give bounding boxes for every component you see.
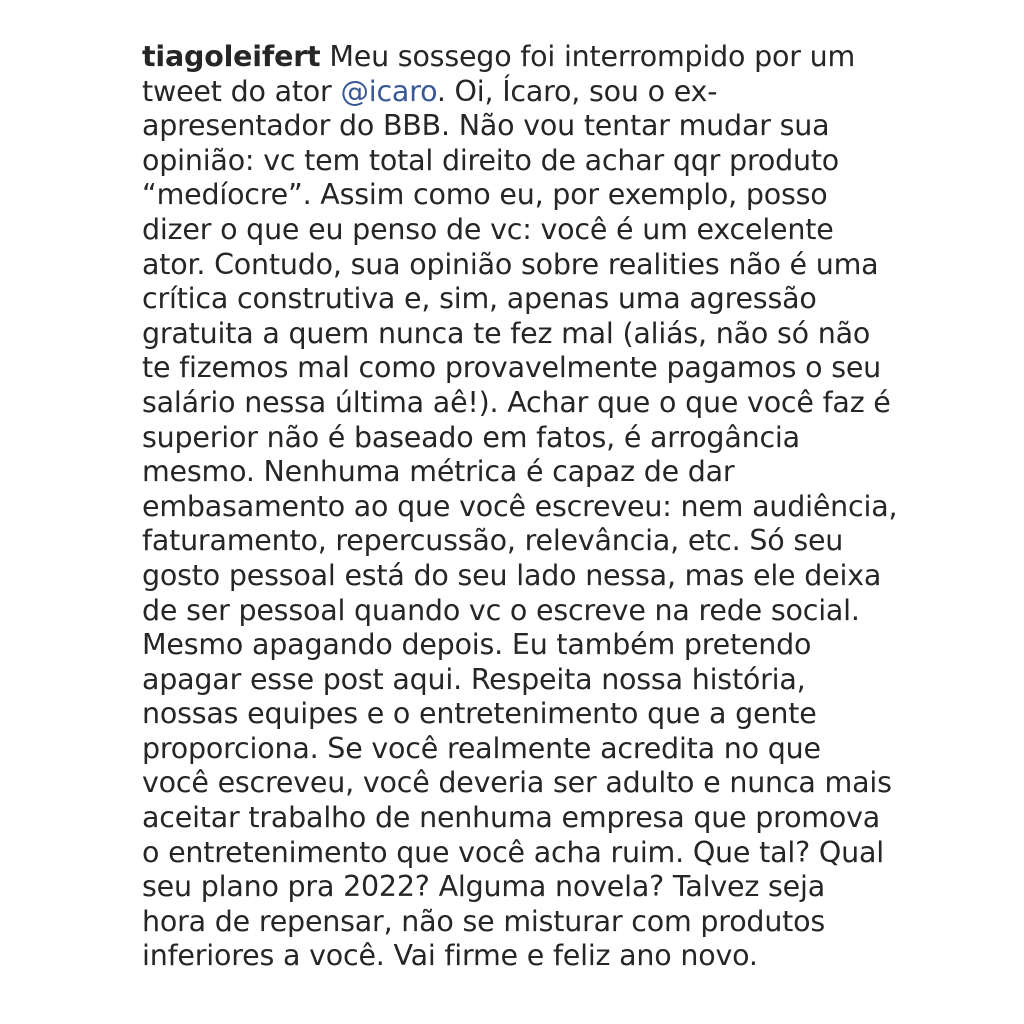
caption-line: superior não é baseado em fatos, é arrogância: [142, 420, 800, 454]
caption-line: faturamento, repercussão, relevância, etc. Só seu: [142, 524, 844, 558]
caption-line: [142, 75, 882, 110]
caption-line: [142, 40, 882, 75]
caption-line: proporciona. Se você realmente acredita no que: [142, 731, 821, 765]
caption-line: apresentador do BBB. Não vou tentar mudar sua: [142, 109, 830, 143]
caption-line: seu plano pra 2022? Alguma novela? Talvez seja: [142, 870, 825, 904]
caption-line: o entretenimento que você acha ruim. Que tal? Qual: [142, 835, 884, 869]
caption-text: . Oi, Ícaro, sou o ex-: [436, 74, 718, 108]
caption-line: de ser pessoal quando vc o escreve na rede social.: [142, 593, 860, 627]
caption-line: gratuita a quem nunca te fez mal (aliás, não só não: [142, 316, 871, 350]
caption-line: salário nessa última aê!). Achar que o que você faz é: [142, 385, 891, 419]
caption-line: “medíocre”. Assim como eu, por exemplo, posso: [142, 178, 828, 212]
mention-link[interactable]: @icaro: [340, 74, 437, 108]
caption-line: te fizemos mal como provavelmente pagamos o seu: [142, 351, 882, 385]
caption-line: Mesmo apagando depois. Eu também pretendo: [142, 628, 812, 662]
caption-line: dizer o que eu penso de vc: você é um excelente: [142, 212, 834, 246]
caption-line: mesmo. Nenhuma métrica é capaz de dar: [142, 455, 735, 489]
post-caption: [142, 40, 898, 974]
caption-line: opinião: vc tem total direito de achar qqr produto: [142, 143, 840, 177]
caption-line: você escreveu, você deveria ser adulto e nunca mais: [142, 766, 892, 800]
caption-line: aceitar trabalho de nenhuma empresa que promova: [142, 801, 881, 835]
username-link[interactable]: tiagoleifert: [142, 40, 321, 73]
caption-text: Meu sossego foi interrompido por um: [320, 40, 856, 73]
caption-text: tweet do ator: [142, 74, 341, 108]
caption-line: nossas equipes e o entretenimento que a gente: [142, 697, 817, 731]
caption-line: crítica construtiva e, sim, apenas uma agressão: [142, 282, 817, 316]
caption-line: hora de repensar, não se misturar com produtos: [142, 904, 826, 938]
caption-line: inferiores a você. Vai firme e feliz ano novo.: [142, 939, 758, 973]
caption-line: embasamento ao que você escreveu: nem audiência,: [142, 489, 898, 523]
caption-line: gosto pessoal está do seu lado nessa, mas ele deixa: [142, 558, 882, 592]
caption-line: apagar esse post aqui. Respeita nossa história,: [142, 662, 806, 696]
caption-line: ator. Contudo, sua opinião sobre realities não é uma: [142, 247, 879, 281]
